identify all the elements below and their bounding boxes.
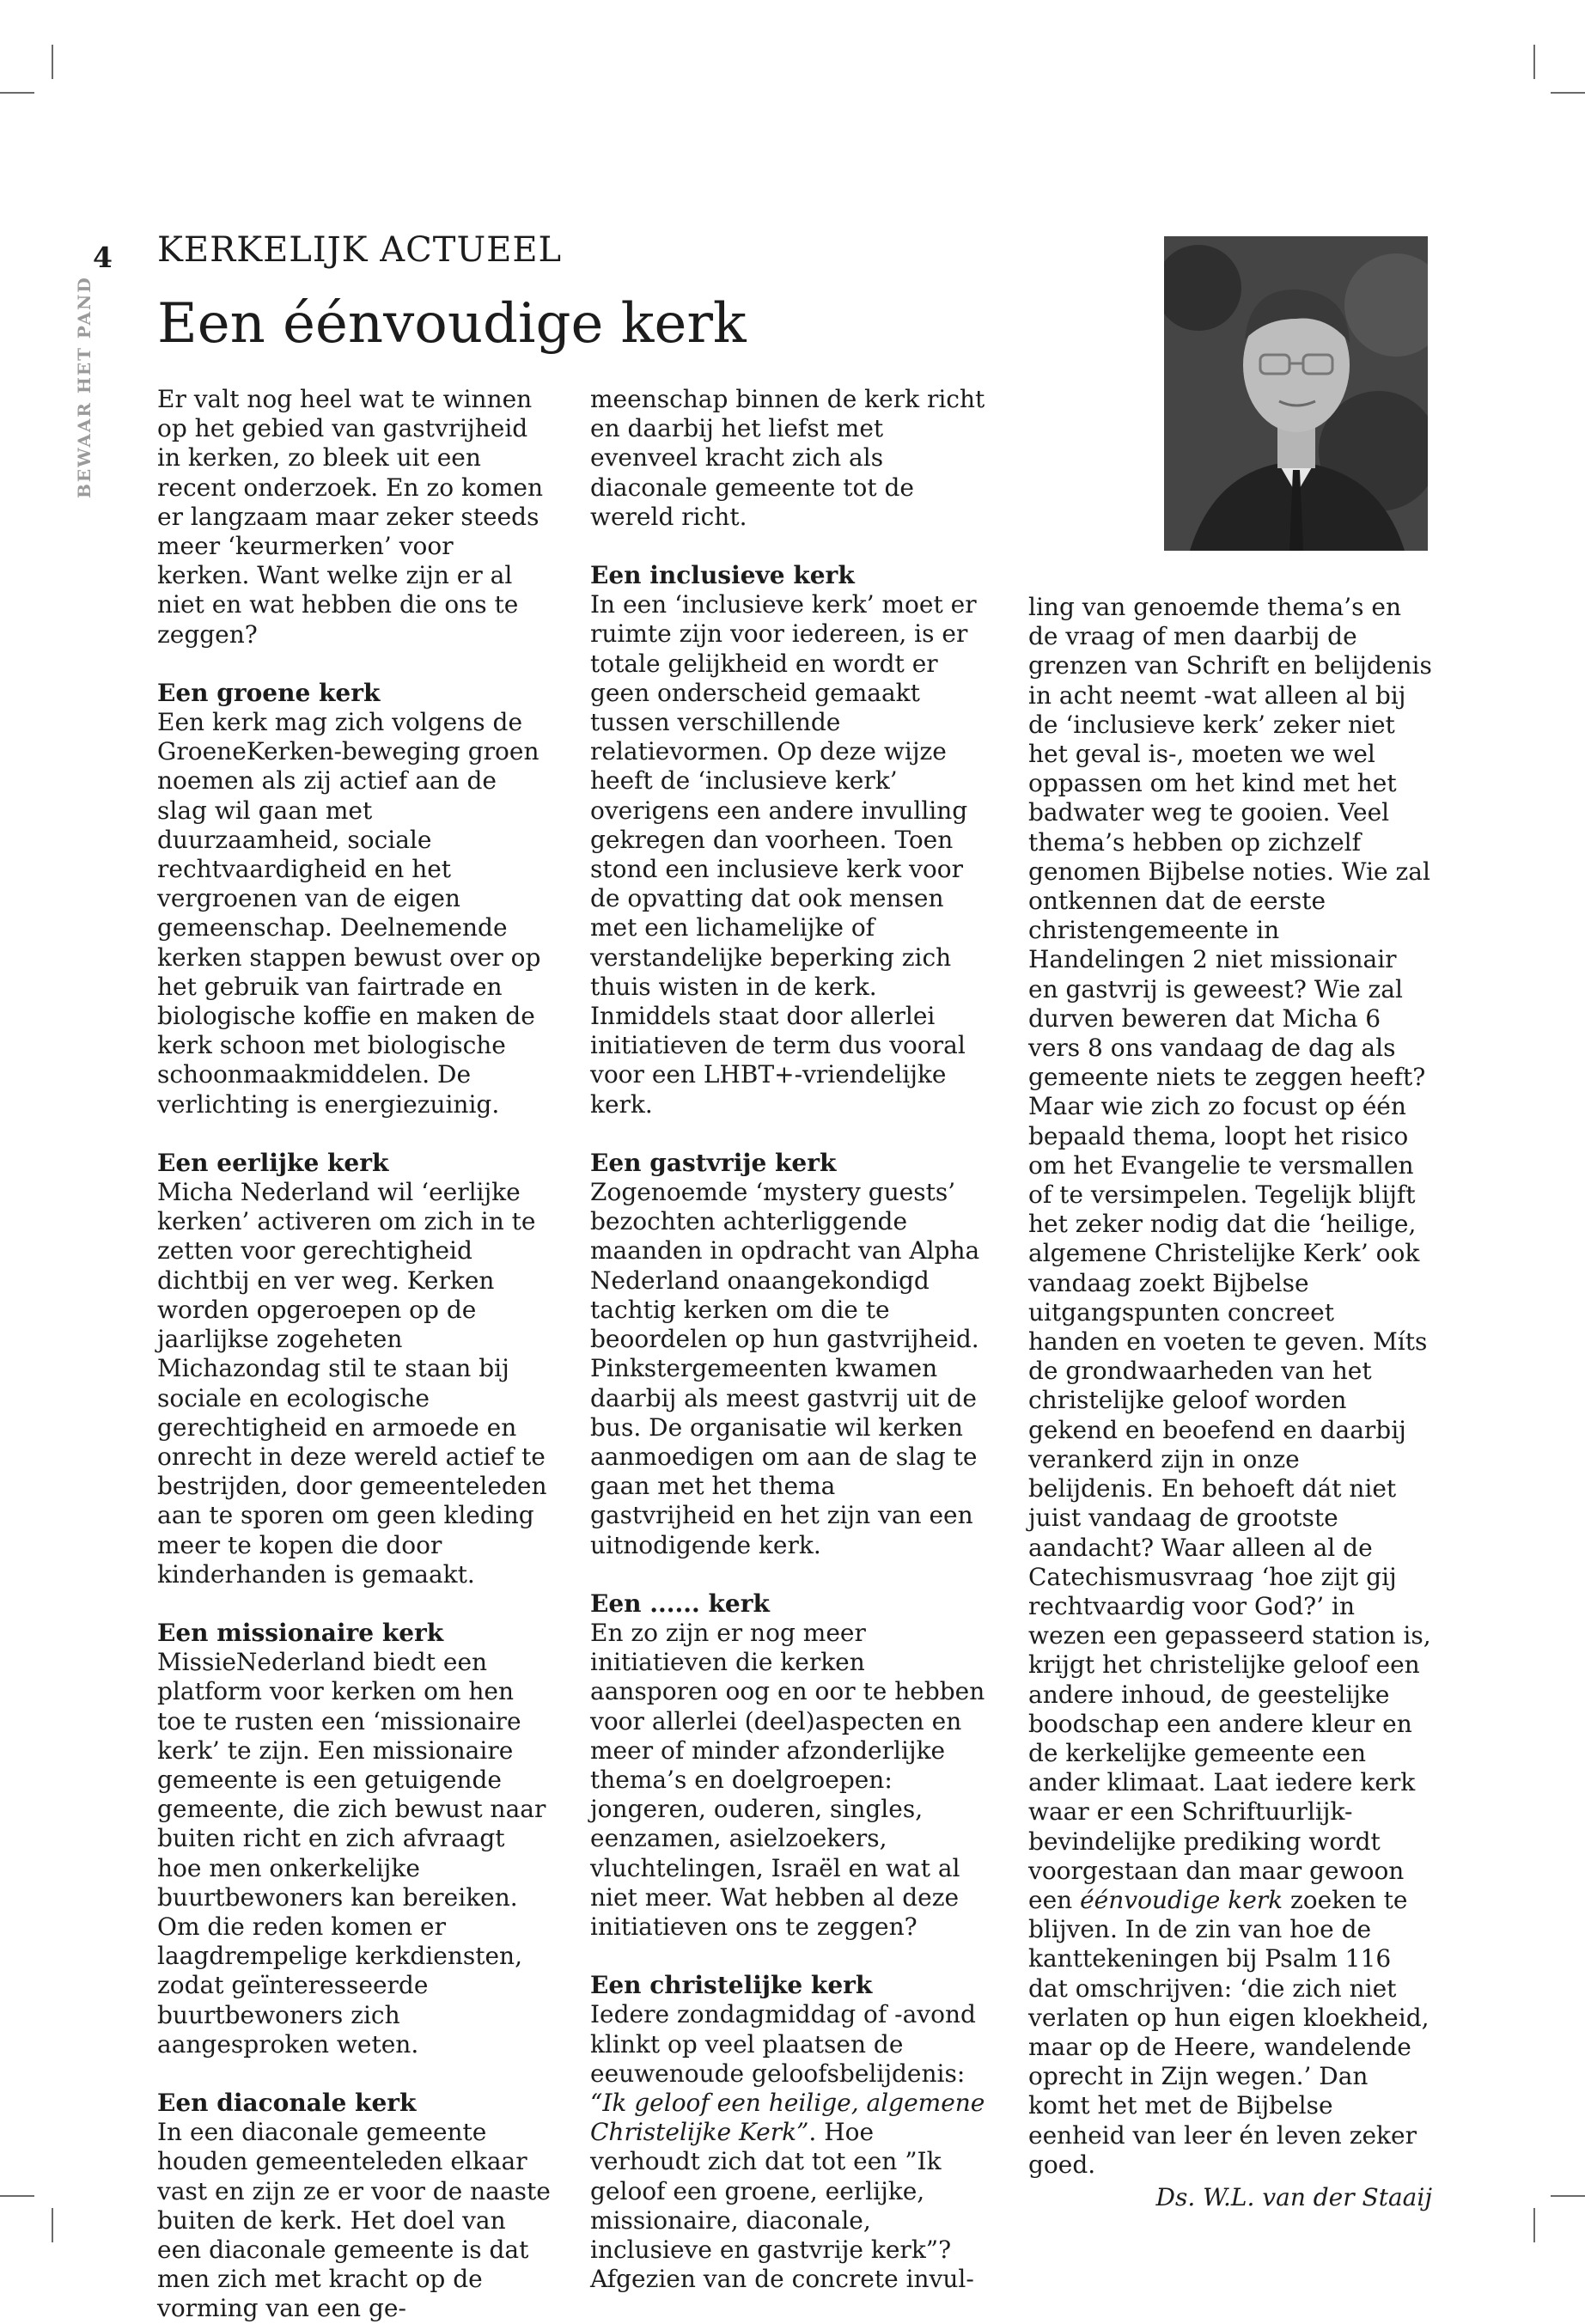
section-heading: KERKELIJK ACTUEEL	[157, 230, 563, 270]
paragraph-inclusieve: In een ‘inclusieve kerk’ moet er ruimte zijn voor iedereen, is er totale gelijkheid en wordt er geen onderscheid gemaakt tussen verschillende relatievormen. Op deze wijze heeft de ‘inclusieve kerk’ overigens een andere invulling gekregen dan voorheen. Toen stond een inclusieve kerk voor de opvatting dat ook mensen met een lichamelijke of verstandelijke beperking zich thuis wisten in de kerk. Inmiddels staat door allerlei initiatieven de term dus vooral voor een LHBT+-vriendelijke kerk.	[590, 590, 977, 1119]
heading-christelijke: Een christelijke kerk	[590, 1971, 873, 2000]
crop-mark	[1551, 2195, 1585, 2197]
crop-mark	[52, 45, 53, 79]
heading-diaconale: Een diaconale kerk	[157, 2088, 417, 2117]
slot-emphasis: éénvoudige kerk	[1080, 1885, 1283, 1914]
heading-eerlijke: Een eerlijke kerk	[157, 1148, 389, 1177]
paragraph-gastvrije: Zogenoemde ‘mystery guests’ bezochten achterliggende maanden in opdracht van Alpha Nederland onaangekondigd tachtig kerken om die te beoordelen op hun gastvrijheid. Pinkstergemeenten kwamen daarbij als meest gastvrij uit de bus. De organisatie wil kerken aanmoedigen om aan de slag te gaan met het thema gastvrijheid en het zijn van een uitnodigende kerk.	[590, 1178, 980, 1559]
heading-gastvrije: Een gastvrije kerk	[590, 1148, 837, 1177]
christelijke-text-b: . Hoe verhoudt zich dat tot een ”Ik geloof een groene, eerlijke, missionaire, diaconale, inclusieve en gastvrije kerk”?	[590, 2118, 952, 2264]
paragraph-groene: Een kerk mag zich volgens de GroeneKerken-beweging groen noemen als zij actief aan de slag wil gaan met duurzaamheid, sociale rechtvaardigheid en het vergroenen van de eigen gemeenschap. Deelnemende kerken stappen bewust over op het gebruik van fairtrade en biologische koffie en maken de kerk schoon met biologische schoonmaakmiddelen. De verlichting is energiezuinig.	[157, 708, 541, 1119]
heading-groene: Een groene kerk	[157, 678, 381, 707]
portrait-icon	[1164, 236, 1428, 551]
intro-paragraph: Er valt nog heel wat te winnen op het gebied van gastvrijheid in kerken, zo bleek uit een recent onderzoek. En zo komen er langzaam maar zeker steeds meer ‘keurmerken’ voor kerken. Want welke zijn er al niet en wat hebben die ons te zeggen?	[157, 385, 543, 649]
article-title: Een éénvoudige kerk	[157, 292, 747, 356]
heading-missionaire: Een missionaire kerk	[157, 1618, 444, 1647]
heading-leeg: Een ...... kerk	[590, 1589, 770, 1618]
paragraph-leeg: En zo zijn er nog meer initiatieven die kerken aansporen oog en oor te hebben voor allerlei (deel)aspecten en meer of minder afzonderlijke thema’s en doelgroepen: jongeren, ouderen, singles, eenzamen, asielzoekers, vluchtelingen, Israël en wat al niet meer. Wat hebben al deze initiatieven ons te zeggen?	[590, 1618, 985, 1941]
paragraph-slot	[1028, 593, 1432, 2180]
crop-mark	[1533, 45, 1535, 79]
paragraph-missionaire: MissieNederland biedt een platform voor kerken om hen toe te rusten een ‘missionaire kerk’ te zijn. Een missionaire gemeente is een getuigende gemeente, die zich bewust naar buiten richt en zich afvraagt hoe men onkerkelijke buurtbewoners kan bereiken. Om die reden komen er laagdrempelige kerkdiensten, zodat geïnteresseerde buurtbewoners zich aangesproken weten.	[157, 1648, 546, 2059]
christelijke-text-a: Iedere zondagmiddag of -avond klinkt op veel plaatsen de eeuwenoude geloofsbelijdenis:	[590, 2000, 976, 2088]
article-column-2	[590, 385, 985, 2294]
author-signature: Ds. W.L. van der Staaij	[1155, 2182, 1432, 2211]
paragraph-christelijke	[590, 2000, 985, 2265]
crop-mark	[1533, 2208, 1535, 2242]
slot-text-b: zoeken te blijven. In de zin van hoe de kanttekeningen bij Psalm 116 dat omschrijven: ‘die zich niet verlaten op hun eigen kloekheid, maar op de Heere, wandelende oprecht in Zijn wegen.’ Dan komt het met de Bijbelse eenheid van leer én leven zeker goed.	[1028, 1885, 1430, 2179]
heading-inclusieve: Een inclusieve kerk	[590, 561, 855, 590]
page-number: 4	[93, 241, 113, 274]
portrait-photo	[1164, 236, 1428, 551]
paragraph-eerlijke: Micha Nederland wil ‘eerlijke kerken’ activeren om zich in te zetten voor gerechtigheid dichtbij en ver weg. Kerken worden opgeroepen op de jaarlijkse zogeheten Michazondag stil te staan bij sociale en ecologische gerechtigheid en armoede en onrecht in deze wereld actief te bestrijden, door gemeenteleden aan te sporen om geen kleding meer te kopen die door kinderhanden is gemaakt.	[157, 1178, 547, 1589]
article-column-3	[1028, 593, 1432, 2212]
crop-mark	[52, 2208, 53, 2242]
christelijke-quote: “Ik geloof een heilige, algemene Christelijke Kerk”	[590, 2088, 985, 2147]
crop-mark	[0, 92, 34, 94]
paragraph-diaconale-continued: meenschap binnen de kerk richt en daarbij het liefst met evenveel kracht zich als diaconale gemeente tot de wereld richt.	[590, 385, 985, 531]
crop-mark	[1551, 92, 1585, 94]
slot-text-a: ling van genoemde thema’s en de vraag of men daarbij de grenzen van Schrift en belijdenis in acht neemt -wat alleen al bij de ‘inclusieve kerk’ zeker niet het geval is-, moeten we wel oppassen om het kind met het badwater weg te gooien. Veel thema’s hebben op zichzelf genomen Bijbelse noties. Wie zal ontkennen dat de eerste christengemeente in Handelingen 2 niet missionair en gastvrij is geweest? Wie zal durven beweren dat Micha 6 vers 8 ons vandaag de dag als gemeente niets te zeggen heeft? Maar wie zich zo focust op één bepaald thema, loopt het risico om het Evangelie te versmallen of te versimpelen. Tegelijk blijft het zeker nodig dat die ‘heilige, algemene Christelijke Kerk’ ook vandaag zoekt Bijbelse uitgangspunten concreet handen en voeten te geven. Míts de grondwaarheden van het christelijke geloof worden gekend en beoefend en daarbij verankerd zijn in onze belijdenis. En behoeft dát niet juist vandaag de grootste aandacht? Waar alleen al de Catechismusvraag ‘hoe zijt gij rechtvaardig voor God?’ in wezen een gepasseerd station is, krijgt het christelijke geloof een andere inhoud, de geestelijke boodschap een andere kleur en de kerkelijke gemeente een ander klimaat. Laat iedere kerk waar er een Schriftuurlijk-bevindelijke prediking wordt voorgestaan dan maar gewoon een	[1028, 593, 1432, 1914]
paragraph-diaconale: In een diaconale gemeente houden gemeenteleden elkaar vast en zijn ze er voor de naaste buiten de kerk. Het doel van een diaconale gemeente is dat men zich met kracht op de vorming van een ge-	[157, 2118, 551, 2323]
side-label: BEWAAR HET PAND	[74, 276, 94, 498]
crop-mark	[0, 2195, 34, 2197]
paragraph-christelijke-end: Afgezien van de concrete invul-	[590, 2265, 974, 2294]
article-column-1	[157, 385, 552, 2324]
